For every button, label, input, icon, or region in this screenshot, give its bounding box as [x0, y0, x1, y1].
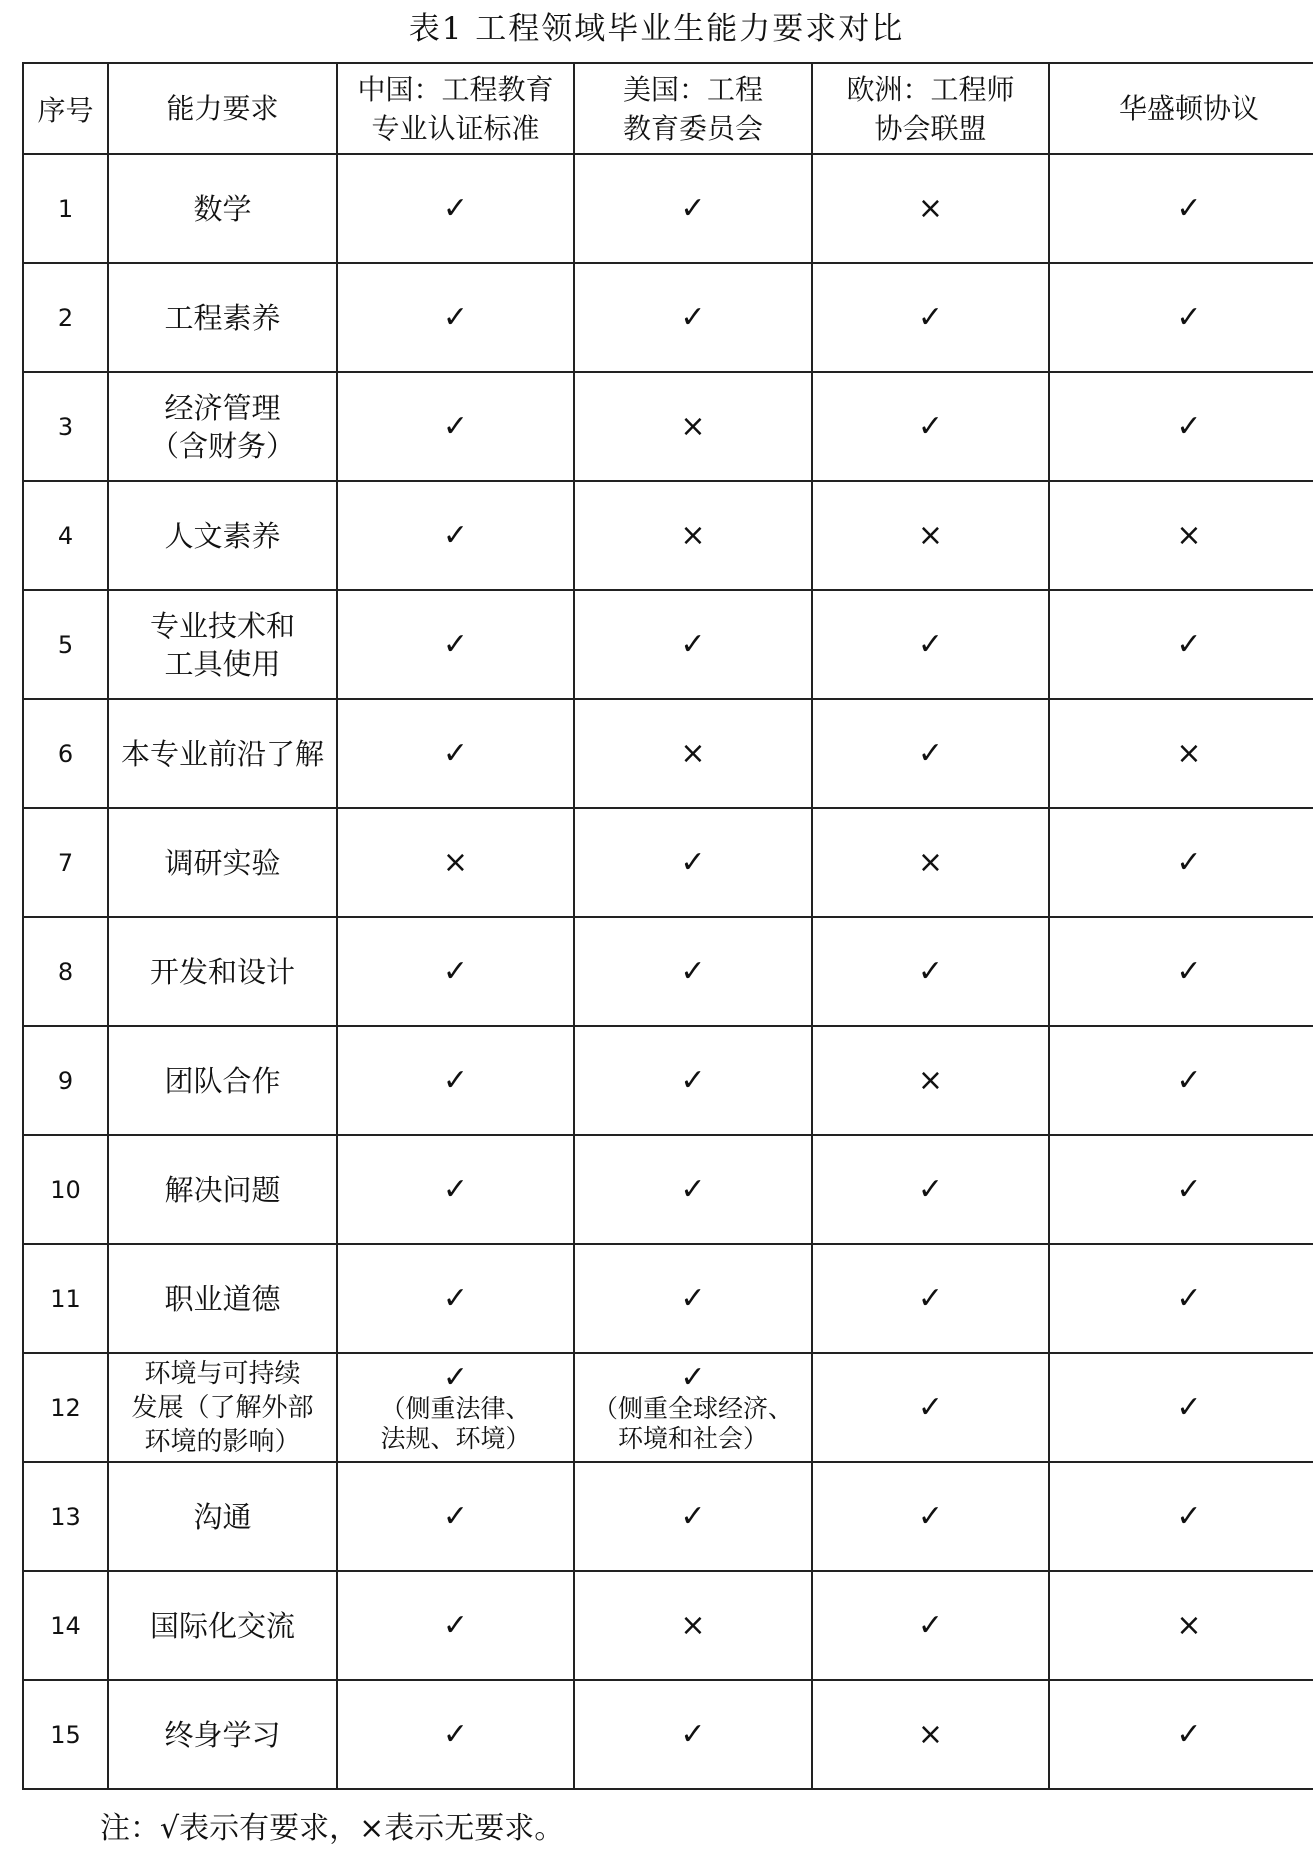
table-row: [23, 154, 1313, 263]
capability-text: （含财务）: [149, 428, 295, 463]
requirement-mark: ✓: [917, 1389, 944, 1425]
requirement-mark: ×: [680, 735, 706, 771]
requirement-mark: ✓: [442, 408, 469, 444]
capability-text: 数学: [193, 191, 252, 226]
requirement-mark: ✓: [917, 1498, 944, 1534]
requirement-mark: ✓: [1176, 408, 1202, 444]
requirement-mark: ✓: [1176, 844, 1202, 880]
requirement-cell-washington: [1049, 917, 1313, 1026]
requirement-cell-usa: [574, 1680, 812, 1789]
requirement-cell-china: [337, 808, 574, 917]
requirement-mark: ✓: [680, 1716, 706, 1752]
table-row: [23, 1353, 1313, 1462]
header-china: [337, 63, 574, 154]
requirement-cell-china: [337, 1353, 574, 1462]
requirement-cell-europe: [812, 263, 1049, 372]
table-row: [23, 590, 1313, 699]
header-europe: [812, 63, 1049, 154]
requirement-mark: ×: [680, 1607, 706, 1643]
requirement-mark: ×: [442, 844, 469, 880]
requirement-cell-washington: [1049, 1462, 1313, 1571]
requirement-mark: ✓: [1176, 1498, 1202, 1534]
row-number: 14: [23, 1571, 108, 1680]
requirement-cell-washington: [1049, 154, 1313, 263]
capability-cell: [108, 1462, 337, 1571]
row-number: 15: [23, 1680, 108, 1789]
requirement-mark: ✓: [680, 626, 706, 662]
requirement-cell-usa: [574, 154, 812, 263]
requirement-mark: ✓: [442, 517, 469, 553]
requirement-cell-china: [337, 372, 574, 481]
requirement-cell-china: [337, 1026, 574, 1135]
table-row: [23, 808, 1313, 917]
header-washington: 华盛顿协议: [1049, 63, 1313, 154]
capability-text: 解决问题: [164, 1172, 281, 1207]
requirement-cell-europe: [812, 917, 1049, 1026]
table-row: [23, 1571, 1313, 1680]
requirement-cell-europe: [812, 1571, 1049, 1680]
capability-cell: [108, 917, 337, 1026]
requirement-mark: ✓: [680, 953, 706, 989]
requirement-mark: ✓: [917, 953, 944, 989]
requirement-mark: ✓: [917, 1607, 944, 1643]
capability-cell: [108, 1353, 337, 1462]
requirement-cell-usa: [574, 1244, 812, 1353]
requirement-cell-china: [337, 1135, 574, 1244]
requirement-mark: ✓: [442, 953, 469, 989]
capability-text: 工具使用: [164, 646, 281, 681]
capability-text: 团队合作: [164, 1063, 281, 1098]
requirement-cell-europe: [812, 590, 1049, 699]
requirement-mark: ×: [1176, 735, 1202, 771]
requirement-cell-china: [337, 1680, 574, 1789]
requirement-mark: ✓: [680, 1171, 706, 1207]
requirement-cell-washington: [1049, 263, 1313, 372]
row-number: 3: [23, 372, 108, 481]
capability-cell: [108, 808, 337, 917]
header-china-line-1: 中国：工程教育: [357, 72, 554, 106]
capability-text: 本专业前沿了解: [120, 736, 324, 771]
row-number: 13: [23, 1462, 108, 1571]
requirement-note: 法规、环境）: [380, 1423, 531, 1453]
requirement-cell-usa: [574, 1353, 812, 1462]
requirement-cell-usa: [574, 1026, 812, 1135]
capability-cell: [108, 372, 337, 481]
header-china-line-2: 专业认证标准: [371, 111, 540, 145]
capability-text: 终身学习: [164, 1717, 281, 1752]
header-usa: [574, 63, 812, 154]
requirement-mark: ×: [917, 1062, 944, 1098]
requirement-mark: ✓: [1176, 190, 1202, 226]
requirement-cell-europe: [812, 1244, 1049, 1353]
requirement-cell-china: [337, 481, 574, 590]
requirement-cell-usa: [574, 1462, 812, 1571]
capability-cell: [108, 1244, 337, 1353]
requirement-cell-washington: [1049, 1026, 1313, 1135]
requirement-cell-europe: [812, 808, 1049, 917]
row-number: 9: [23, 1026, 108, 1135]
requirement-mark: ✓: [680, 1062, 706, 1098]
requirement-mark: ✓: [917, 626, 944, 662]
requirement-note: （侧重法律、: [380, 1393, 531, 1423]
header-europe-line-2: 协会联盟: [874, 111, 987, 145]
row-number: 11: [23, 1244, 108, 1353]
requirement-mark: ✓: [442, 626, 469, 662]
requirement-mark: ✓: [442, 735, 469, 771]
capability-text: 环境的影响）: [144, 1426, 301, 1457]
requirement-mark: ✓: [442, 299, 469, 335]
table-row: [23, 372, 1313, 481]
header-usa-line-2: 教育委员会: [622, 111, 763, 145]
requirement-cell-europe: [812, 1353, 1049, 1462]
requirement-cell-usa: [574, 699, 812, 808]
capability-text: 经济管理: [164, 390, 281, 425]
capability-cell: [108, 1571, 337, 1680]
requirement-cell-usa: [574, 1135, 812, 1244]
requirement-mark: ×: [917, 517, 944, 553]
capability-cell: [108, 699, 337, 808]
requirement-mark: ✓: [442, 1280, 469, 1316]
requirement-mark: ✓: [917, 1280, 944, 1316]
requirement-cell-washington: [1049, 1680, 1313, 1789]
requirement-mark: ✓: [917, 408, 944, 444]
table-row: [23, 481, 1313, 590]
capability-text: 职业道德: [164, 1281, 281, 1316]
row-number: 1: [23, 154, 108, 263]
requirement-mark: ✓: [442, 1359, 469, 1395]
table-row: [23, 917, 1313, 1026]
requirement-cell-europe: [812, 154, 1049, 263]
requirement-mark: ✓: [680, 190, 706, 226]
requirement-mark: ✓: [442, 1062, 469, 1098]
capability-text: 国际化交流: [149, 1608, 295, 1643]
requirement-mark: ✓: [1176, 1716, 1202, 1752]
capability-text: 调研实验: [164, 845, 281, 880]
row-number: 8: [23, 917, 108, 1026]
requirement-mark: ×: [1176, 517, 1202, 553]
requirement-cell-usa: [574, 372, 812, 481]
requirement-mark: ✓: [917, 735, 944, 771]
capability-cell: [108, 1680, 337, 1789]
requirement-cell-china: [337, 699, 574, 808]
requirement-cell-washington: [1049, 1571, 1313, 1680]
table-row: [23, 699, 1313, 808]
requirement-cell-china: [337, 1571, 574, 1680]
requirement-mark: ✓: [442, 190, 469, 226]
requirement-mark: ✓: [1176, 1389, 1202, 1425]
requirement-note: 环境和社会）: [617, 1423, 768, 1453]
requirement-mark: ✓: [442, 1171, 469, 1207]
table-row: [23, 1680, 1313, 1789]
requirement-cell-washington: [1049, 481, 1313, 590]
requirement-cell-washington: [1049, 1353, 1313, 1462]
capability-text: 沟通: [193, 1499, 252, 1534]
capability-text: 专业技术和: [149, 608, 295, 643]
row-number: 5: [23, 590, 108, 699]
requirement-cell-china: [337, 917, 574, 1026]
requirement-cell-washington: [1049, 1244, 1313, 1353]
header-row: [23, 63, 1313, 154]
requirement-mark: ✓: [1176, 1171, 1202, 1207]
requirement-cell-europe: [812, 372, 1049, 481]
capability-cell: [108, 1026, 337, 1135]
requirement-cell-europe: [812, 481, 1049, 590]
requirement-mark: ✓: [1176, 1062, 1202, 1098]
requirement-cell-china: [337, 154, 574, 263]
header-no: 序号: [23, 63, 108, 154]
requirement-cell-europe: [812, 1462, 1049, 1571]
requirement-mark: ✓: [680, 1280, 706, 1316]
requirement-cell-usa: [574, 1571, 812, 1680]
requirement-mark: ×: [917, 190, 944, 226]
requirement-mark: ✓: [680, 844, 706, 880]
table-row: [23, 1026, 1313, 1135]
requirement-cell-usa: [574, 917, 812, 1026]
requirement-mark: ✓: [1176, 953, 1202, 989]
capability-cell: [108, 590, 337, 699]
requirement-cell-china: [337, 1462, 574, 1571]
capability-text: 环境与可持续: [144, 1358, 301, 1389]
requirement-cell-china: [337, 1244, 574, 1353]
capability-text: 工程素养: [164, 300, 281, 335]
requirement-cell-europe: [812, 1135, 1049, 1244]
requirement-cell-washington: [1049, 372, 1313, 481]
row-number: 2: [23, 263, 108, 372]
capability-comparison-table: [22, 62, 1313, 1790]
requirement-cell-washington: [1049, 808, 1313, 917]
requirement-mark: ✓: [680, 1498, 706, 1534]
requirement-mark: ✓: [1176, 626, 1202, 662]
requirement-cell-usa: [574, 481, 812, 590]
requirement-cell-usa: [574, 263, 812, 372]
capability-cell: [108, 1135, 337, 1244]
table-row: [23, 1135, 1313, 1244]
capability-cell: [108, 481, 337, 590]
table-footnote: 注：√表示有要求，×表示无要求。: [100, 1811, 565, 1846]
requirement-mark: ✓: [1176, 1280, 1202, 1316]
requirement-mark: ×: [680, 408, 706, 444]
row-number: 4: [23, 481, 108, 590]
requirement-mark: ✓: [680, 299, 706, 335]
requirement-cell-europe: [812, 699, 1049, 808]
capability-text: 人文素养: [164, 518, 281, 553]
requirement-mark: ✓: [442, 1498, 469, 1534]
table-body: [23, 154, 1313, 1789]
requirement-cell-china: [337, 263, 574, 372]
row-number: 6: [23, 699, 108, 808]
requirement-cell-usa: [574, 590, 812, 699]
header-capability: 能力要求: [108, 63, 337, 154]
requirement-mark: ×: [1176, 1607, 1202, 1643]
requirement-mark: ×: [680, 517, 706, 553]
row-number: 10: [23, 1135, 108, 1244]
requirement-mark: ×: [917, 844, 944, 880]
requirement-mark: ✓: [1176, 299, 1202, 335]
header-europe-line-1: 欧洲：工程师: [846, 72, 1015, 106]
capability-cell: [108, 154, 337, 263]
table-title: 表1 工程领域毕业生能力要求对比: [408, 11, 905, 47]
requirement-cell-europe: [812, 1680, 1049, 1789]
capability-cell: [108, 263, 337, 372]
capability-text: 开发和设计: [149, 954, 295, 989]
requirement-mark: ✓: [917, 299, 944, 335]
requirement-mark: ×: [917, 1716, 944, 1752]
table-row: [23, 263, 1313, 372]
header-usa-line-1: 美国：工程: [622, 72, 763, 106]
table-row: [23, 1244, 1313, 1353]
requirement-mark: ✓: [442, 1607, 469, 1643]
row-number: 12: [23, 1353, 108, 1462]
table-row: [23, 1462, 1313, 1571]
requirement-cell-washington: [1049, 1135, 1313, 1244]
requirement-cell-washington: [1049, 699, 1313, 808]
requirement-mark: ✓: [917, 1171, 944, 1207]
requirement-cell-china: [337, 590, 574, 699]
requirement-mark: ✓: [680, 1359, 706, 1395]
requirement-cell-europe: [812, 1026, 1049, 1135]
requirement-cell-washington: [1049, 590, 1313, 699]
capability-text: 发展（了解外部: [131, 1392, 314, 1423]
requirement-cell-usa: [574, 808, 812, 917]
row-number: 7: [23, 808, 108, 917]
requirement-note: （侧重全球经济、: [592, 1393, 793, 1423]
requirement-mark: ✓: [442, 1716, 469, 1752]
